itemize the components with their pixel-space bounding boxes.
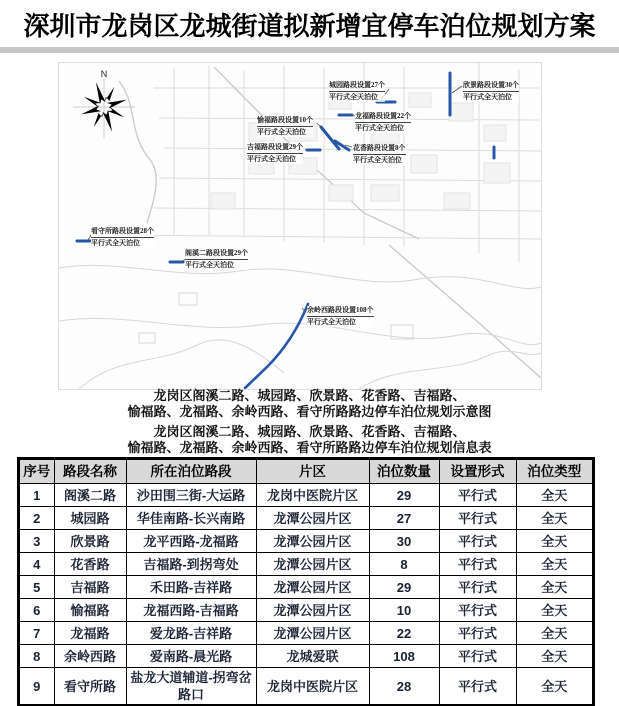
table-cell: 全天 <box>516 484 593 507</box>
table-cell: 看守所路 <box>54 668 126 706</box>
caption-line: 龙岗区阁溪二路、城园路、欣景路、花香路、吉福路、 <box>153 424 466 439</box>
table-cell: 城园路 <box>54 507 126 530</box>
table-cell: 龙城爱联 <box>256 645 369 668</box>
map-annotation-xinjing: 欣景路段设置30个 平行式全天泊位 <box>463 81 519 101</box>
table-row <box>19 553 593 576</box>
table-cell: 7 <box>19 622 54 645</box>
map-annotation-chengyuan: 城园路段设置27个 平行式全天泊位 <box>329 81 385 101</box>
table-cell: 欣景路 <box>54 530 126 553</box>
table-cell: 平行式 <box>439 599 516 622</box>
table-cell: 30 <box>369 530 439 553</box>
table-row <box>19 576 593 599</box>
table-cell: 沙田围三街-大运路 <box>126 484 256 507</box>
table-cell: 华佳南路-长兴南路 <box>126 507 256 530</box>
map-caption-diagram <box>0 388 619 420</box>
table-cell: 5 <box>19 576 54 599</box>
north-label: N <box>100 69 108 79</box>
table-cell: 8 <box>369 553 439 576</box>
table-cell: 平行式 <box>439 668 516 706</box>
table-cell: 龙潭公园片区 <box>256 622 369 645</box>
table-cell: 余岭西路 <box>54 645 126 668</box>
table-cell: 吉福路 <box>54 576 126 599</box>
column-header: 序号 <box>19 459 54 484</box>
table-cell: 108 <box>369 645 439 668</box>
table-header-row <box>19 459 593 484</box>
table-cell: 全天 <box>516 599 593 622</box>
table-cell: 龙福西路-吉福路 <box>126 599 256 622</box>
table-row <box>19 668 593 706</box>
column-header: 泊位数量 <box>369 459 439 484</box>
map-annotation-yufu: 愉福路段设置10个 平行式全天泊位 <box>257 116 313 136</box>
table-body <box>19 484 593 706</box>
table-cell: 4 <box>19 553 54 576</box>
table-cell: 龙潭公园片区 <box>256 530 369 553</box>
table-cell: 平行式 <box>439 507 516 530</box>
table-cell: 爱龙路-吉祥路 <box>126 622 256 645</box>
page-title: 深圳市龙岗区龙城街道拟新增宜停车泊位规划方案 <box>23 11 596 41</box>
caption-line: 愉福路、龙福路、余岭西路、看守所路路边停车泊位规划示意图 <box>127 404 492 419</box>
table-cell: 28 <box>369 668 439 706</box>
map-annotation-yulingxi: 余岭西路段设置108个 平行式全天泊位 <box>307 306 374 326</box>
table-cell: 爱南路-晨光路 <box>126 645 256 668</box>
column-header: 所在泊位路段 <box>126 459 256 484</box>
column-header: 路段名称 <box>54 459 126 484</box>
planning-map <box>58 62 542 390</box>
table-cell: 龙潭公园片区 <box>256 507 369 530</box>
table-cell: 9 <box>19 668 54 706</box>
table-cell: 全天 <box>516 645 593 668</box>
column-header: 设置形式 <box>439 459 516 484</box>
table-cell: 平行式 <box>439 622 516 645</box>
table-cell: 平行式 <box>439 530 516 553</box>
table-cell: 27 <box>369 507 439 530</box>
table-cell: 龙平西路-龙福路 <box>126 530 256 553</box>
table-cell: 全天 <box>516 553 593 576</box>
table-cell: 龙岗中医院片区 <box>256 484 369 507</box>
table-cell: 禾田路-吉祥路 <box>126 576 256 599</box>
parking-plan-table <box>18 458 594 706</box>
table-cell: 龙潭公园片区 <box>256 576 369 599</box>
table-cell: 平行式 <box>439 553 516 576</box>
table-cell: 全天 <box>516 622 593 645</box>
table-row <box>19 622 593 645</box>
map-annotation-jifu: 吉福路段设置29个 平行式全天泊位 <box>247 143 303 163</box>
table-cell: 2 <box>19 507 54 530</box>
table-cell: 29 <box>369 484 439 507</box>
table-cell: 龙岗中医院片区 <box>256 668 369 706</box>
table-cell: 3 <box>19 530 54 553</box>
table-row <box>19 645 593 668</box>
column-header: 片区 <box>256 459 369 484</box>
table-cell: 平行式 <box>439 484 516 507</box>
table-cell: 10 <box>369 599 439 622</box>
table-cell: 6 <box>19 599 54 622</box>
table-cell: 22 <box>369 622 439 645</box>
map-annotation-huaxiang: 花香路段设置8个 平行式全天泊位 <box>353 144 406 164</box>
title-divider <box>0 47 619 53</box>
table-cell: 平行式 <box>439 645 516 668</box>
table-row <box>19 599 593 622</box>
caption-line: 龙岗区阁溪二路、城园路、欣景路、花香路、吉福路、 <box>153 388 466 403</box>
map-annotation-longfu: 龙福路段设置22个 平行式全天泊位 <box>355 112 411 132</box>
table-row <box>19 507 593 530</box>
table-cell: 29 <box>369 576 439 599</box>
table-cell: 愉福路 <box>54 599 126 622</box>
table-cell: 平行式 <box>439 576 516 599</box>
map-annotation-kanshousuo: 看守所路段设置28个 平行式全天泊位 <box>91 227 154 247</box>
table-caption-info <box>0 424 619 456</box>
highlighted-road-segments <box>59 63 541 389</box>
table-row <box>19 530 593 553</box>
table-row <box>19 484 593 507</box>
table-cell: 全天 <box>516 576 593 599</box>
table-cell: 花香路 <box>54 553 126 576</box>
column-header: 泊位类型 <box>516 459 593 484</box>
table-cell: 1 <box>19 484 54 507</box>
map-annotation-gexi: 阁溪二路段设置29个 平行式全天泊位 <box>185 249 248 269</box>
table-cell: 吉福路-到拐弯处 <box>126 553 256 576</box>
table-cell: 龙潭公园片区 <box>256 599 369 622</box>
table-cell: 全天 <box>516 530 593 553</box>
table-cell: 全天 <box>516 507 593 530</box>
caption-line: 愉福路、龙福路、余岭西路、看守所路路边停车泊位规划信息表 <box>127 440 492 455</box>
table-cell: 阁溪二路 <box>54 484 126 507</box>
table-cell: 全天 <box>516 668 593 706</box>
table-cell: 龙福路 <box>54 622 126 645</box>
table-cell: 8 <box>19 645 54 668</box>
table-cell: 龙潭公园片区 <box>256 553 369 576</box>
table-cell: 盐龙大道辅道-拐弯岔路口 <box>126 668 256 706</box>
